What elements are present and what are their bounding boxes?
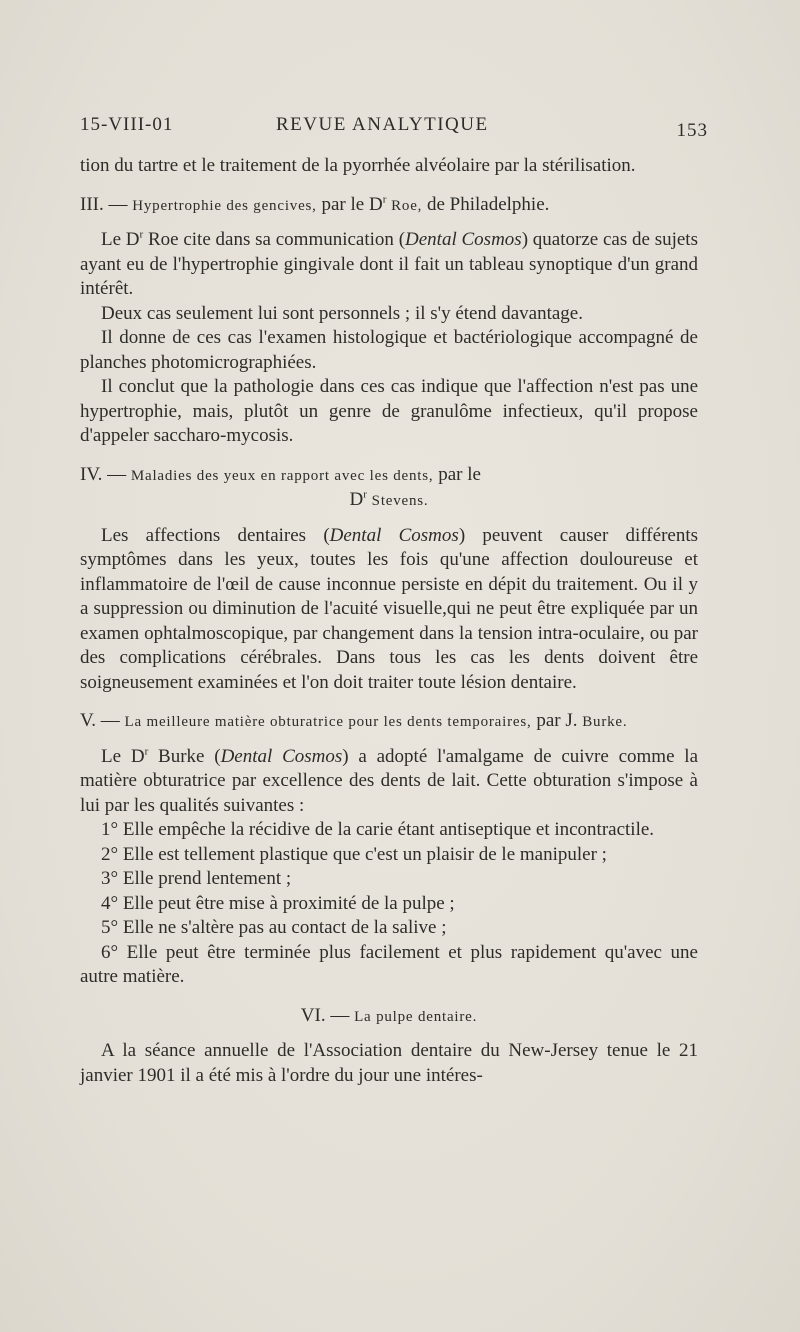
paragraph: Il donne de ces cas l'examen histologique et bactériologique accompagné de planches photomicrographiées. [80,327,698,373]
list-item: 6° Elle peut être terminée plus facilement et plus rapidement qu'avec une autre matière. [80,941,698,987]
header-date: 15-VIII-01 [80,114,174,135]
section-number: IV. — [80,463,127,485]
section-heading-3 [80,193,698,219]
page-number: 153 [676,120,708,141]
text-run: ) peuvent causer différents symptômes dans les yeux, toutes les fois qu'une affection douloureuse et inflammatoire de l'œil de cause inconnue persiste en dépit du traitement. Ou il y a suppression ou diminution de l'acuité visuelle,qui ne peut être expliquée par un examen ophtalmoscopique, par changement dans la tension intra-oculaire, ou par des complications cérébrales. Dans tous les cas les dents doivent être soigneusement examinées et l'on doit traiter toute lésion dentaire. [80,524,699,693]
list-item: 1° Elle empêche la récidive de la carie étant antiseptique et incontractile. [101,819,655,840]
list-item: 2° Elle est tellement plastique que c'est un plaisir de le manipuler ; [101,843,607,865]
paragraph: Il conclut que la pathologie dans ces cas indique que l'affection n'est pas une hypertrophie, mais, plutôt un genre de granulôme infectieux, qu'il propose d'appeler saccharo-mycosis. [80,376,698,446]
text-run: D [349,489,364,510]
text-run: ) quatorze cas de sujets ayant eu de l'hypertrophie gingivale dont il fait un tableau synoptique d'un grand intérêt. [80,229,698,299]
list-item: 4° Elle peut être mise à proximité de la pulpe ; [101,892,455,914]
author-name: Stevens. [371,493,429,509]
section-title: Maladies des yeux en rapport avec les dents, [130,467,434,484]
paragraph [80,745,698,819]
journal-title: Dental Cosmos [329,524,459,546]
header-title: REVUE ANALYTIQUE [276,114,489,135]
section-heading-5 [80,709,698,735]
paragraph: A la séance annuelle de l'Association dentaire du New-Jersey tenue le 21 janvier 1901 il a été mis à l'ordre du jour une intéres- [80,1040,698,1086]
byline-sup: r [382,193,387,206]
author-place: de Philadelphie. [426,193,550,215]
paragraph [80,524,698,696]
journal-title: Dental Cosmos [220,745,343,767]
text-sup: r [363,488,367,501]
section-title: La pulpe dentaire. [354,1008,478,1025]
section-heading-4-author [80,488,698,514]
section-number: V. — [80,710,120,731]
list-item: 3° Elle prend lentement ; [101,868,292,889]
list-item: 5° Elle ne s'altère pas au contact de la salive ; [101,917,447,938]
author-name: Roe, [391,197,423,214]
journal-title: Dental Cosmos [405,229,522,250]
section-number: III. — [80,193,128,215]
byline: par le D [321,193,383,215]
byline: par le [438,463,481,485]
section-heading-4 [80,463,698,489]
text-run: Le D [101,745,145,767]
section-title: Hypertrophie des gencives, [132,197,317,214]
section-heading-6 [80,1004,698,1030]
text-run: Le D [101,229,140,250]
text-sup: r [144,745,149,758]
paragraph: Deux cas seulement lui sont personnels ; il s'y étend davantage. [101,302,583,324]
text-run: Les affections dentaires ( [101,524,330,546]
running-header [80,114,708,144]
page-body [80,154,698,1088]
section-number: VI. — [300,1004,350,1026]
paragraph-continuation: tion du tartre et le traitement de la pyorrhée alvéolaire par la stérilisation. [80,155,636,176]
paragraph [80,228,698,302]
text-run: Roe cite dans sa communication ( [143,229,406,250]
author-name: Burke. [582,714,628,730]
byline: par J. [536,710,578,731]
text-run: ) a adopté l'amalgame de cuivre comme la matière obturatrice par excellence des dents de lait. Cette obturation s'impose à lui par les qualités suivantes : [80,745,699,816]
text-sup: r [139,228,144,241]
text-run: Burke ( [148,745,221,767]
section-title: La meilleure matière obturatrice pour les dents temporaires, [124,714,532,730]
